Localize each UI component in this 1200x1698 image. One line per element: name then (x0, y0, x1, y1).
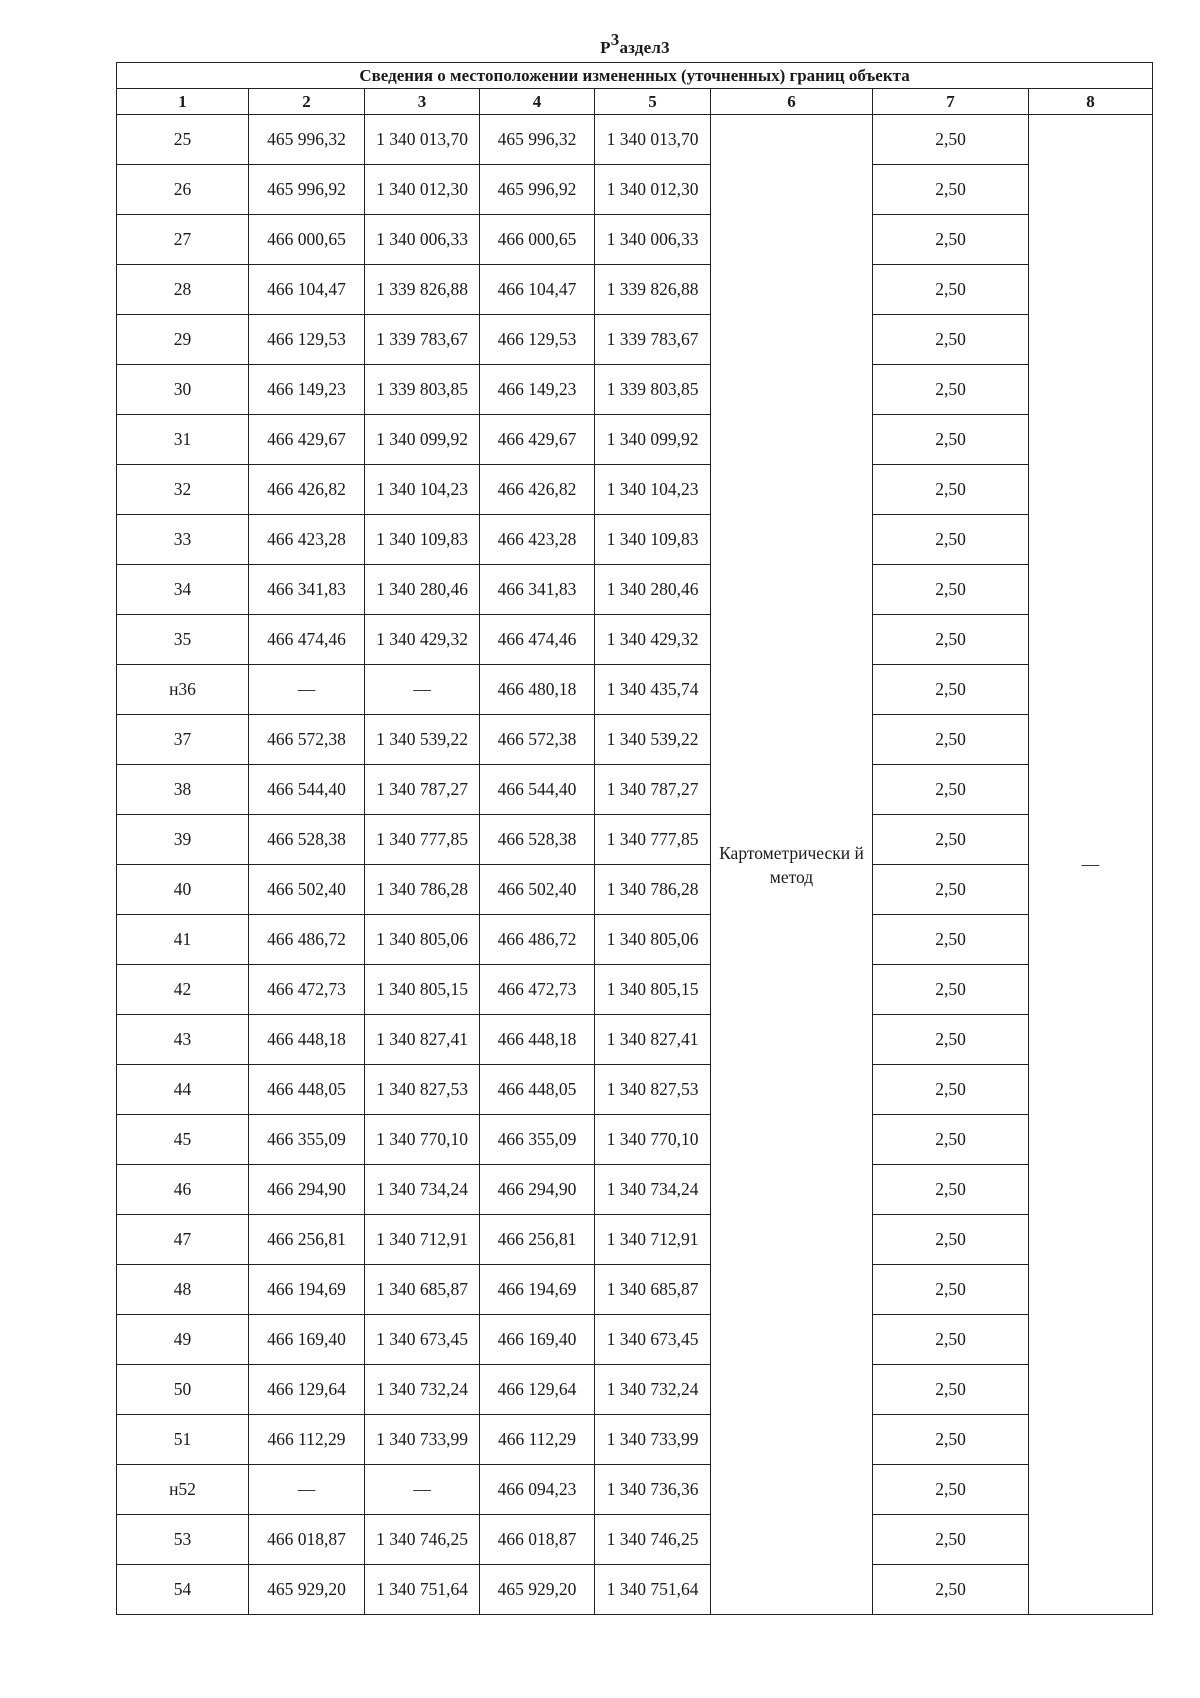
point-number-cell: 45 (117, 1115, 249, 1165)
table-row (117, 715, 1153, 765)
coordinate-cell-y-new: 1 340 013,70 (595, 115, 711, 165)
coordinate-cell-y-old: 1 340 805,15 (365, 965, 480, 1015)
method-cell: Картометрически й метод (711, 115, 873, 1615)
tolerance-cell: 2,50 (873, 465, 1029, 515)
table-row (117, 1115, 1153, 1165)
section-title-suffix: аздел3 (619, 38, 670, 57)
coordinate-cell-y-old: 1 340 827,41 (365, 1015, 480, 1065)
coordinate-cell-x-old: 466 572,38 (249, 715, 365, 765)
tolerance-cell: 2,50 (873, 165, 1029, 215)
tolerance-cell: 2,50 (873, 365, 1029, 415)
coordinate-cell-x-old: 466 018,87 (249, 1515, 365, 1565)
coordinate-cell-y-new: 1 339 803,85 (595, 365, 711, 415)
table-row (117, 915, 1153, 965)
coordinate-cell-y-new: 1 339 826,88 (595, 265, 711, 315)
table-row (117, 215, 1153, 265)
point-number-cell: 51 (117, 1415, 249, 1465)
coordinate-cell-x-old: 466 149,23 (249, 365, 365, 415)
coordinate-cell-x-new: 466 149,23 (480, 365, 595, 415)
coordinate-cell-y-new: 1 340 685,87 (595, 1265, 711, 1315)
coordinate-cell-y-old: 1 340 006,33 (365, 215, 480, 265)
coordinate-cell-y-old: 1 340 280,46 (365, 565, 480, 615)
table-row (117, 965, 1153, 1015)
table-row (117, 1565, 1153, 1615)
column-8-cell: — (1029, 115, 1153, 1615)
coordinate-cell-x-old: 466 544,40 (249, 765, 365, 815)
coordinate-cell-y-old: 1 340 109,83 (365, 515, 480, 565)
point-number-cell: 28 (117, 265, 249, 315)
table-row (117, 1315, 1153, 1365)
coordinate-cell-y-old: 1 340 732,24 (365, 1365, 480, 1415)
tolerance-cell: 2,50 (873, 1365, 1029, 1415)
coordinate-cell-x-new: 466 426,82 (480, 465, 595, 515)
coordinate-cell-x-new: 466 544,40 (480, 765, 595, 815)
coordinate-cell-y-old: 1 340 539,22 (365, 715, 480, 765)
table-row (117, 1015, 1153, 1065)
point-number-cell: 54 (117, 1565, 249, 1615)
coordinate-cell-y-new: 1 340 787,27 (595, 765, 711, 815)
tolerance-cell: 2,50 (873, 1565, 1029, 1615)
coordinate-cell-x-new: 465 929,20 (480, 1565, 595, 1615)
table-row (117, 1515, 1153, 1565)
coordinate-cell-x-new: 466 423,28 (480, 515, 595, 565)
point-number-cell: 31 (117, 415, 249, 465)
coordinate-cell-y-new: 1 340 805,06 (595, 915, 711, 965)
coordinate-cell-x-new: 466 472,73 (480, 965, 595, 1015)
coordinate-cell-y-new: 1 340 770,10 (595, 1115, 711, 1165)
coordinate-cell-x-new: 466 502,40 (480, 865, 595, 915)
tolerance-cell: 2,50 (873, 415, 1029, 465)
tolerance-cell: 2,50 (873, 1165, 1029, 1215)
point-number-cell: н36 (117, 665, 249, 715)
coordinate-cell-x-new: 465 996,92 (480, 165, 595, 215)
section-title-superscript: 3 (610, 30, 620, 49)
tolerance-cell: 2,50 (873, 865, 1029, 915)
coordinate-cell-x-old: 466 472,73 (249, 965, 365, 1015)
point-number-cell: 39 (117, 815, 249, 865)
coordinate-cell-x-new: 466 429,67 (480, 415, 595, 465)
point-number-cell: 29 (117, 315, 249, 365)
coordinate-cell-x-old: 465 929,20 (249, 1565, 365, 1615)
point-number-cell: 43 (117, 1015, 249, 1065)
coordinate-cell-y-new: 1 340 732,24 (595, 1365, 711, 1415)
column-number: 1 (117, 89, 249, 115)
coordinate-cell-y-new: 1 340 429,32 (595, 615, 711, 665)
tolerance-cell: 2,50 (873, 1015, 1029, 1065)
table-row (117, 1265, 1153, 1315)
coordinate-cell-x-old: 466 429,67 (249, 415, 365, 465)
coordinate-cell-y-old: 1 340 099,92 (365, 415, 480, 465)
coordinate-cell-x-old: 466 474,46 (249, 615, 365, 665)
coordinate-cell-y-new: 1 340 104,23 (595, 465, 711, 515)
tolerance-cell: 2,50 (873, 965, 1029, 1015)
table-row (117, 1065, 1153, 1115)
coordinate-cell-x-new: 466 528,38 (480, 815, 595, 865)
coordinate-cell-x-new: 466 112,29 (480, 1415, 595, 1465)
coordinate-cell-y-old: — (365, 665, 480, 715)
point-number-cell: 40 (117, 865, 249, 915)
column-number: 5 (595, 89, 711, 115)
coordinate-cell-x-new: 466 256,81 (480, 1215, 595, 1265)
coordinate-cell-y-new: 1 340 777,85 (595, 815, 711, 865)
coordinate-cell-x-old: 466 256,81 (249, 1215, 365, 1265)
coordinate-cell-x-new: 466 294,90 (480, 1165, 595, 1215)
coordinate-cell-x-old: — (249, 665, 365, 715)
coordinate-cell-y-old: 1 340 787,27 (365, 765, 480, 815)
point-number-cell: 26 (117, 165, 249, 215)
coordinate-cell-y-new: 1 340 751,64 (595, 1565, 711, 1615)
coordinate-cell-x-new: 466 094,23 (480, 1465, 595, 1515)
coordinate-cell-y-old: 1 340 734,24 (365, 1165, 480, 1215)
tolerance-cell: 2,50 (873, 715, 1029, 765)
coordinate-cell-y-new: 1 340 539,22 (595, 715, 711, 765)
coordinate-cell-y-old: 1 339 783,67 (365, 315, 480, 365)
coordinate-cell-x-new: 466 480,18 (480, 665, 595, 715)
coordinate-cell-y-old: 1 340 770,10 (365, 1115, 480, 1165)
coordinate-cell-y-new: 1 340 786,28 (595, 865, 711, 915)
coordinate-cell-x-new: 466 129,53 (480, 315, 595, 365)
point-number-cell: 41 (117, 915, 249, 965)
coordinate-cell-y-old: 1 340 012,30 (365, 165, 480, 215)
table-row (117, 115, 1153, 165)
coordinate-cell-x-old: 466 355,09 (249, 1115, 365, 1165)
coordinate-cell-x-new: 466 169,40 (480, 1315, 595, 1365)
coordinate-cell-y-old: 1 339 826,88 (365, 265, 480, 315)
coordinate-cell-y-new: 1 340 712,91 (595, 1215, 711, 1265)
coordinate-cell-y-old: 1 340 104,23 (365, 465, 480, 515)
tolerance-cell: 2,50 (873, 1065, 1029, 1115)
tolerance-cell: 2,50 (873, 765, 1029, 815)
point-number-cell: 38 (117, 765, 249, 815)
coordinate-cell-y-new: 1 340 012,30 (595, 165, 711, 215)
tolerance-cell: 2,50 (873, 1265, 1029, 1315)
coordinate-cell-y-new: 1 340 099,92 (595, 415, 711, 465)
tolerance-cell: 2,50 (873, 815, 1029, 865)
coordinate-cell-x-new: 466 104,47 (480, 265, 595, 315)
coordinate-cell-y-new: 1 340 736,36 (595, 1465, 711, 1515)
table-row (117, 465, 1153, 515)
point-number-cell: 27 (117, 215, 249, 265)
table-row (117, 265, 1153, 315)
coordinate-cell-x-old: 466 000,65 (249, 215, 365, 265)
table-row (117, 565, 1153, 615)
coordinate-cell-y-old: 1 340 429,32 (365, 615, 480, 665)
coordinate-cell-y-new: 1 340 746,25 (595, 1515, 711, 1565)
coordinate-cell-y-new: 1 340 435,74 (595, 665, 711, 715)
point-number-cell: 37 (117, 715, 249, 765)
tolerance-cell: 2,50 (873, 1215, 1029, 1265)
coordinate-cell-x-new: 466 000,65 (480, 215, 595, 265)
coordinate-cell-x-old: 466 294,90 (249, 1165, 365, 1215)
coordinate-cell-y-old: 1 340 751,64 (365, 1565, 480, 1615)
tolerance-cell: 2,50 (873, 515, 1029, 565)
point-number-cell: 48 (117, 1265, 249, 1315)
coordinate-cell-y-new: 1 340 280,46 (595, 565, 711, 615)
coordinate-cell-y-old: 1 340 733,99 (365, 1415, 480, 1465)
point-number-cell: 42 (117, 965, 249, 1015)
table-row (117, 1215, 1153, 1265)
table-row (117, 615, 1153, 665)
coordinate-cell-x-new: 466 486,72 (480, 915, 595, 965)
point-number-cell: 46 (117, 1165, 249, 1215)
coordinate-cell-y-old: 1 340 805,06 (365, 915, 480, 965)
point-number-cell: 30 (117, 365, 249, 415)
point-number-cell: 44 (117, 1065, 249, 1115)
table-caption-row (117, 63, 1153, 89)
coordinate-cell-x-new: 466 018,87 (480, 1515, 595, 1565)
section-title (0, 30, 1200, 58)
table-row (117, 515, 1153, 565)
coordinate-cell-x-old: 466 528,38 (249, 815, 365, 865)
coordinate-cell-y-old: 1 340 777,85 (365, 815, 480, 865)
coordinate-cell-x-old: 466 194,69 (249, 1265, 365, 1315)
point-number-cell: 47 (117, 1215, 249, 1265)
table-row (117, 1465, 1153, 1515)
coordinate-cell-y-old: 1 340 786,28 (365, 865, 480, 915)
coordinate-cell-x-new: 466 474,46 (480, 615, 595, 665)
table-row (117, 415, 1153, 465)
tolerance-cell: 2,50 (873, 915, 1029, 965)
point-number-cell: 33 (117, 515, 249, 565)
coordinate-cell-x-old: 466 448,18 (249, 1015, 365, 1065)
coordinate-cell-x-new: 465 996,32 (480, 115, 595, 165)
coordinate-cell-x-new: 466 448,18 (480, 1015, 595, 1065)
coordinate-cell-x-new: 466 341,83 (480, 565, 595, 615)
point-number-cell: н52 (117, 1465, 249, 1515)
coordinates-table (116, 62, 1153, 1615)
point-number-cell: 35 (117, 615, 249, 665)
table-row (117, 865, 1153, 915)
point-number-cell: 25 (117, 115, 249, 165)
section-title-prefix: Р (600, 38, 611, 57)
point-number-cell: 34 (117, 565, 249, 615)
table-row (117, 1415, 1153, 1465)
tolerance-cell: 2,50 (873, 615, 1029, 665)
column-number: 2 (249, 89, 365, 115)
coordinate-cell-y-new: 1 340 734,24 (595, 1165, 711, 1215)
coordinate-cell-y-old: 1 339 803,85 (365, 365, 480, 415)
tolerance-cell: 2,50 (873, 265, 1029, 315)
table-row (117, 1365, 1153, 1415)
table-row (117, 665, 1153, 715)
coordinate-cell-y-old: 1 340 827,53 (365, 1065, 480, 1115)
coordinate-cell-x-new: 466 194,69 (480, 1265, 595, 1315)
coordinate-cell-y-old: — (365, 1465, 480, 1515)
tolerance-cell: 2,50 (873, 1415, 1029, 1465)
coordinate-cell-y-old: 1 340 673,45 (365, 1315, 480, 1365)
point-number-cell: 49 (117, 1315, 249, 1365)
column-number: 8 (1029, 89, 1153, 115)
coordinate-cell-y-new: 1 339 783,67 (595, 315, 711, 365)
coordinate-cell-x-new: 466 129,64 (480, 1365, 595, 1415)
table-body (117, 115, 1153, 1615)
column-number: 3 (365, 89, 480, 115)
table-row (117, 815, 1153, 865)
table-row (117, 1165, 1153, 1215)
point-number-cell: 32 (117, 465, 249, 515)
coordinate-cell-x-old: 466 448,05 (249, 1065, 365, 1115)
tolerance-cell: 2,50 (873, 1315, 1029, 1365)
coordinate-cell-x-new: 466 448,05 (480, 1065, 595, 1115)
coordinate-cell-y-new: 1 340 006,33 (595, 215, 711, 265)
table-row (117, 315, 1153, 365)
tolerance-cell: 2,50 (873, 665, 1029, 715)
coordinate-cell-x-old: 465 996,92 (249, 165, 365, 215)
coordinate-cell-x-old: 466 112,29 (249, 1415, 365, 1465)
coordinate-cell-x-old: 466 129,64 (249, 1365, 365, 1415)
coordinate-cell-x-old: — (249, 1465, 365, 1515)
tolerance-cell: 2,50 (873, 1115, 1029, 1165)
tolerance-cell: 2,50 (873, 1515, 1029, 1565)
tolerance-cell: 2,50 (873, 565, 1029, 615)
coordinate-cell-x-old: 465 996,32 (249, 115, 365, 165)
coordinate-cell-y-new: 1 340 733,99 (595, 1415, 711, 1465)
tolerance-cell: 2,50 (873, 215, 1029, 265)
coordinate-cell-y-old: 1 340 013,70 (365, 115, 480, 165)
point-number-cell: 53 (117, 1515, 249, 1565)
coordinate-cell-y-old: 1 340 685,87 (365, 1265, 480, 1315)
coordinate-cell-x-old: 466 423,28 (249, 515, 365, 565)
column-number-row (117, 89, 1153, 115)
coordinate-cell-x-old: 466 426,82 (249, 465, 365, 515)
column-number: 6 (711, 89, 873, 115)
tolerance-cell: 2,50 (873, 115, 1029, 165)
table-row (117, 765, 1153, 815)
coordinate-cell-x-old: 466 486,72 (249, 915, 365, 965)
coordinate-cell-x-new: 466 355,09 (480, 1115, 595, 1165)
coordinate-cell-x-old: 466 502,40 (249, 865, 365, 915)
column-number: 7 (873, 89, 1029, 115)
coordinate-cell-y-old: 1 340 746,25 (365, 1515, 480, 1565)
coordinate-cell-y-new: 1 340 673,45 (595, 1315, 711, 1365)
coordinate-cell-x-new: 466 572,38 (480, 715, 595, 765)
column-number: 4 (480, 89, 595, 115)
table-row (117, 365, 1153, 415)
tolerance-cell: 2,50 (873, 1465, 1029, 1515)
table-row (117, 165, 1153, 215)
coordinate-cell-y-new: 1 340 827,41 (595, 1015, 711, 1065)
coordinate-cell-x-old: 466 129,53 (249, 315, 365, 365)
coordinate-cell-y-new: 1 340 827,53 (595, 1065, 711, 1115)
coordinate-cell-x-old: 466 104,47 (249, 265, 365, 315)
coordinate-cell-y-new: 1 340 805,15 (595, 965, 711, 1015)
coordinate-cell-y-old: 1 340 712,91 (365, 1215, 480, 1265)
coordinate-cell-x-old: 466 169,40 (249, 1315, 365, 1365)
table-caption: Сведения о местоположении измененных (уточненных) границ объекта (117, 63, 1153, 89)
coordinate-cell-y-new: 1 340 109,83 (595, 515, 711, 565)
tolerance-cell: 2,50 (873, 315, 1029, 365)
point-number-cell: 50 (117, 1365, 249, 1415)
coordinate-cell-x-old: 466 341,83 (249, 565, 365, 615)
